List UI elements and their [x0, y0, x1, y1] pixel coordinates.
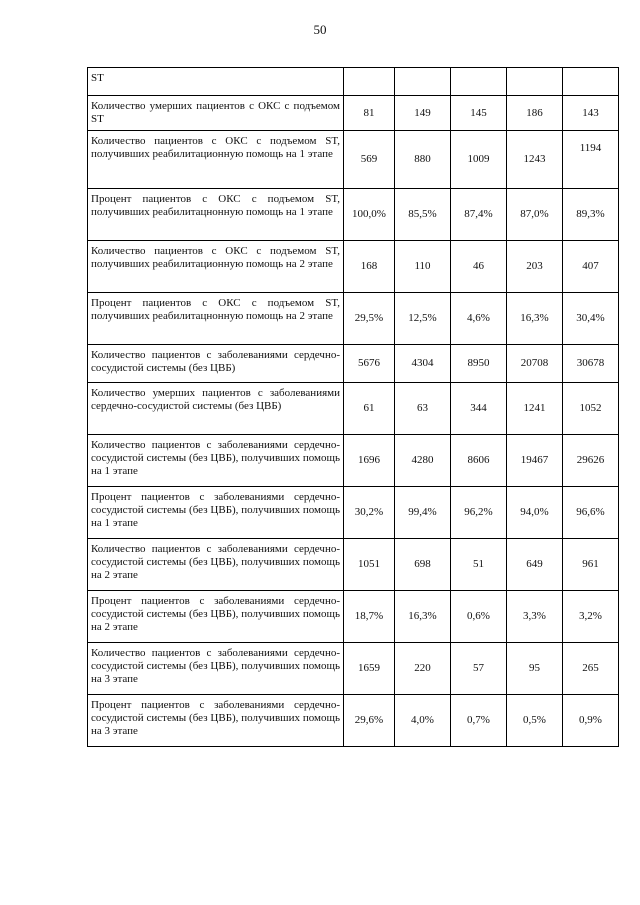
value-cell: 1051 [344, 539, 395, 591]
value-cell [395, 68, 451, 96]
row-label: Количество умерших пациентов с ОКС с подъемом ST [88, 96, 344, 131]
value-cell: 61 [344, 383, 395, 435]
value-cell: 569 [344, 131, 395, 189]
table-row [88, 68, 619, 96]
table-row [88, 131, 619, 189]
table-body [88, 68, 619, 747]
value-cell: 99,4% [395, 487, 451, 539]
value-cell: 5676 [344, 345, 395, 383]
value-cell: 649 [507, 539, 563, 591]
value-cell: 16,3% [507, 293, 563, 345]
value-cell: 4,0% [395, 695, 451, 747]
value-cell: 87,4% [451, 189, 507, 241]
value-cell: 29626 [563, 435, 619, 487]
value-cell: 85,5% [395, 189, 451, 241]
row-label: Процент пациентов с заболеваниями сердечно-сосудистой системы (без ЦВБ), получивших помощь на 3 этапе [88, 695, 344, 747]
value-cell: 4280 [395, 435, 451, 487]
value-cell: 880 [395, 131, 451, 189]
value-cell [344, 68, 395, 96]
value-cell: 186 [507, 96, 563, 131]
value-cell: 29,5% [344, 293, 395, 345]
row-label: Процент пациентов с ОКС с подъемом ST, получивших реабилитацнонную помощь на 2 этапе [88, 293, 344, 345]
value-cell [563, 68, 619, 96]
table-row [88, 539, 619, 591]
value-cell: 143 [563, 96, 619, 131]
value-cell: 1696 [344, 435, 395, 487]
value-cell: 63 [395, 383, 451, 435]
table-row [88, 189, 619, 241]
value-cell: 407 [563, 241, 619, 293]
value-cell: 265 [563, 643, 619, 695]
statistics-table [87, 67, 619, 747]
table-row [88, 241, 619, 293]
value-cell: 89,3% [563, 189, 619, 241]
value-cell: 3,2% [563, 591, 619, 643]
value-cell: 3,3% [507, 591, 563, 643]
value-cell: 30,2% [344, 487, 395, 539]
value-cell: 51 [451, 539, 507, 591]
value-cell: 94,0% [507, 487, 563, 539]
value-cell: 0,6% [451, 591, 507, 643]
value-cell: 30,4% [563, 293, 619, 345]
value-cell: 1243 [507, 131, 563, 189]
row-label: Процент пациентов с ОКС с подъемом ST, получивших реабилитацнонную помощь на 1 этапе [88, 189, 344, 241]
table-row [88, 96, 619, 131]
value-cell: 96,6% [563, 487, 619, 539]
value-cell: 149 [395, 96, 451, 131]
row-label: Количество пациентов с ОКС с подъемом ST, получивших реабилитационную помощь на 1 этапе [88, 131, 344, 189]
value-cell: 0,5% [507, 695, 563, 747]
value-cell: 12,5% [395, 293, 451, 345]
value-cell: 1194 [563, 131, 619, 189]
row-label: Процент пациентов с заболеваниями сердечно-сосудистой системы (без ЦВБ), получивших помощь на 1 этапе [88, 487, 344, 539]
table-row [88, 591, 619, 643]
value-cell [451, 68, 507, 96]
row-label: Количество пациентов с ОКС с подъемом ST, получивших реабилитационную помощь на 2 этапе [88, 241, 344, 293]
value-cell: 145 [451, 96, 507, 131]
value-cell: 698 [395, 539, 451, 591]
row-label: ST [88, 68, 344, 96]
value-cell: 57 [451, 643, 507, 695]
row-label: Процент пациентов с заболеваниями сердечно-сосудистой системы (без ЦВБ), получивших помощь на 2 этапе [88, 591, 344, 643]
value-cell: 20708 [507, 345, 563, 383]
value-cell: 96,2% [451, 487, 507, 539]
value-cell: 1009 [451, 131, 507, 189]
table-row [88, 345, 619, 383]
row-label: Количество пациентов с заболеваниями сердечно-сосудистой системы (без ЦВБ), получивших помощь на 3 этапе [88, 643, 344, 695]
value-cell: 220 [395, 643, 451, 695]
value-cell: 19467 [507, 435, 563, 487]
value-cell: 30678 [563, 345, 619, 383]
value-cell: 46 [451, 241, 507, 293]
value-cell: 4304 [395, 345, 451, 383]
value-cell: 18,7% [344, 591, 395, 643]
table-row [88, 487, 619, 539]
row-label: Количество пациентов с заболеваниями сердечно-сосудистой системы (без ЦВБ), получивших помощь на 2 этапе [88, 539, 344, 591]
row-label: Количество пациентов с заболеваниями сердечно-сосудистой системы (без ЦВБ) [88, 345, 344, 383]
value-cell [507, 68, 563, 96]
value-cell: 16,3% [395, 591, 451, 643]
value-cell: 95 [507, 643, 563, 695]
value-cell: 0,7% [451, 695, 507, 747]
value-cell: 110 [395, 241, 451, 293]
row-label: Количество пациентов с заболеваниями сердечно-сосудистой системы (без ЦВБ), получивших помощь на 1 этапе [88, 435, 344, 487]
value-cell: 8950 [451, 345, 507, 383]
value-cell: 8606 [451, 435, 507, 487]
value-cell: 203 [507, 241, 563, 293]
table-row [88, 383, 619, 435]
value-cell: 87,0% [507, 189, 563, 241]
table-row [88, 293, 619, 345]
value-cell: 1052 [563, 383, 619, 435]
row-label: Количество умерших пациентов с заболеваниями сердечно-сосудистой системы (без ЦВБ) [88, 383, 344, 435]
value-cell: 168 [344, 241, 395, 293]
value-cell: 0,9% [563, 695, 619, 747]
value-cell: 1659 [344, 643, 395, 695]
value-cell: 961 [563, 539, 619, 591]
table-row [88, 695, 619, 747]
value-cell: 29,6% [344, 695, 395, 747]
table-row [88, 435, 619, 487]
value-cell: 81 [344, 96, 395, 131]
table-row [88, 643, 619, 695]
page-number: 50 [313, 22, 327, 37]
value-cell: 100,0% [344, 189, 395, 241]
value-cell: 344 [451, 383, 507, 435]
value-cell: 4,6% [451, 293, 507, 345]
value-cell: 1241 [507, 383, 563, 435]
